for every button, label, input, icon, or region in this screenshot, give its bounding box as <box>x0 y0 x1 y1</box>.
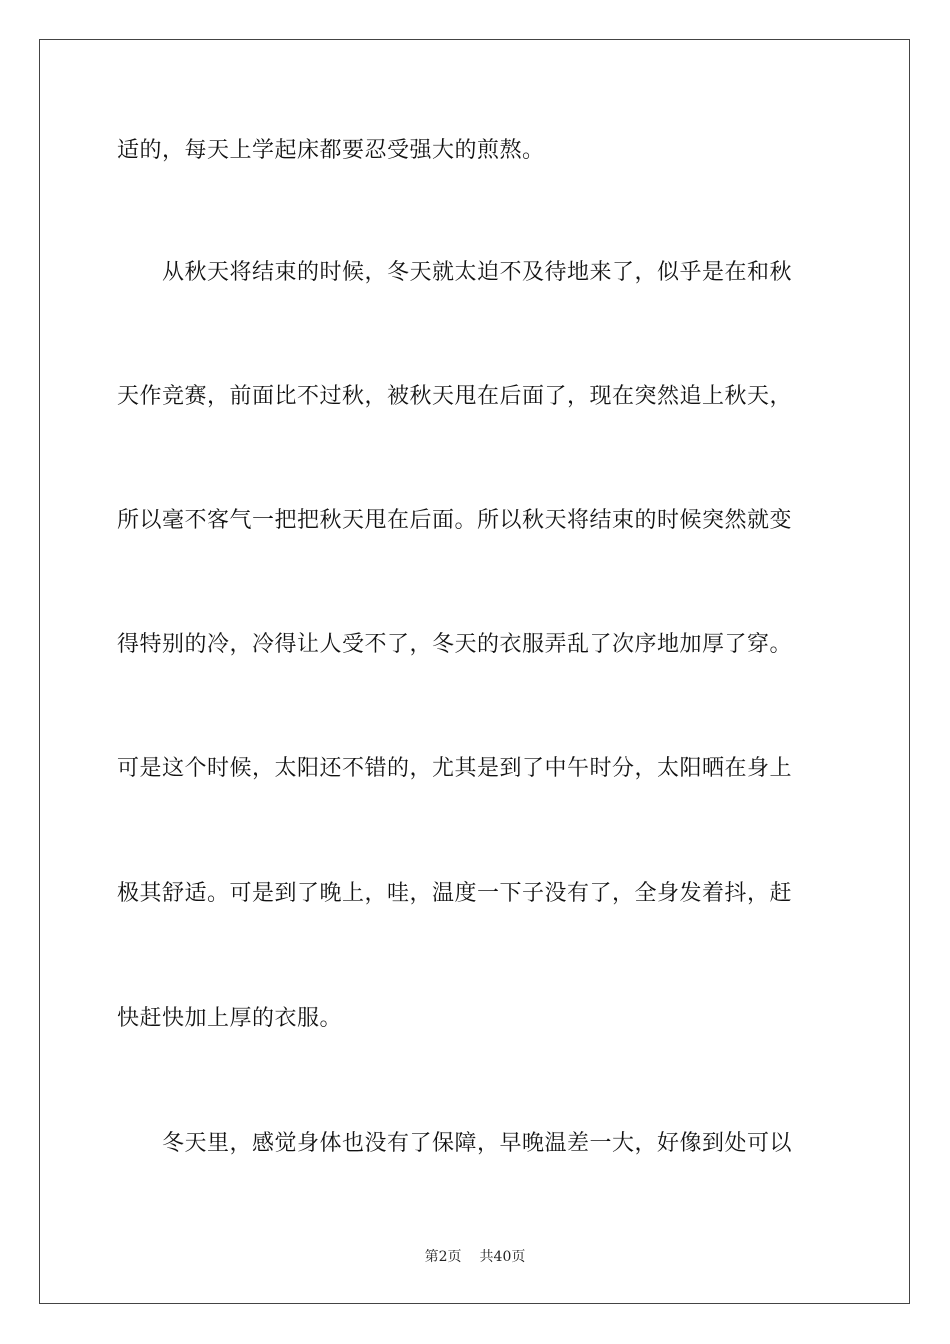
paragraph-line: 快赶快加上厚的衣服。 <box>117 1006 343 1031</box>
page-border <box>39 39 910 1304</box>
paragraph-line: 天作竞赛，前面比不过秋，被秋天甩在后面了，现在突然追上秋天， <box>117 384 793 409</box>
page-footer <box>0 1246 950 1266</box>
paragraph-line: 得特别的冷，冷得让人受不了，冬天的衣服弄乱了次序地加厚了穿。 <box>117 632 793 657</box>
page-number: 第2页 <box>424 1249 462 1265</box>
total-pages: 共40页 <box>479 1249 526 1265</box>
paragraph-line: 极其舒适。可是到了晚上，哇，温度一下子没有了，全身发着抖，赶 <box>117 881 793 906</box>
paragraph-line: 从秋天将结束的时候，冬天就太迫不及待地来了，似乎是在和秋 <box>117 260 793 285</box>
paragraph-line: 适的，每天上学起床都要忍受强大的煎熬。 <box>117 138 545 163</box>
paragraph-line: 所以毫不客气一把把秋天甩在后面。所以秋天将结束的时候突然就变 <box>117 508 793 533</box>
paragraph-line: 冬天里，感觉身体也没有了保障，早晚温差一大，好像到处可以 <box>117 1131 793 1156</box>
paragraph-line: 可是这个时候，太阳还不错的，尤其是到了中午时分，太阳晒在身上 <box>117 756 793 781</box>
